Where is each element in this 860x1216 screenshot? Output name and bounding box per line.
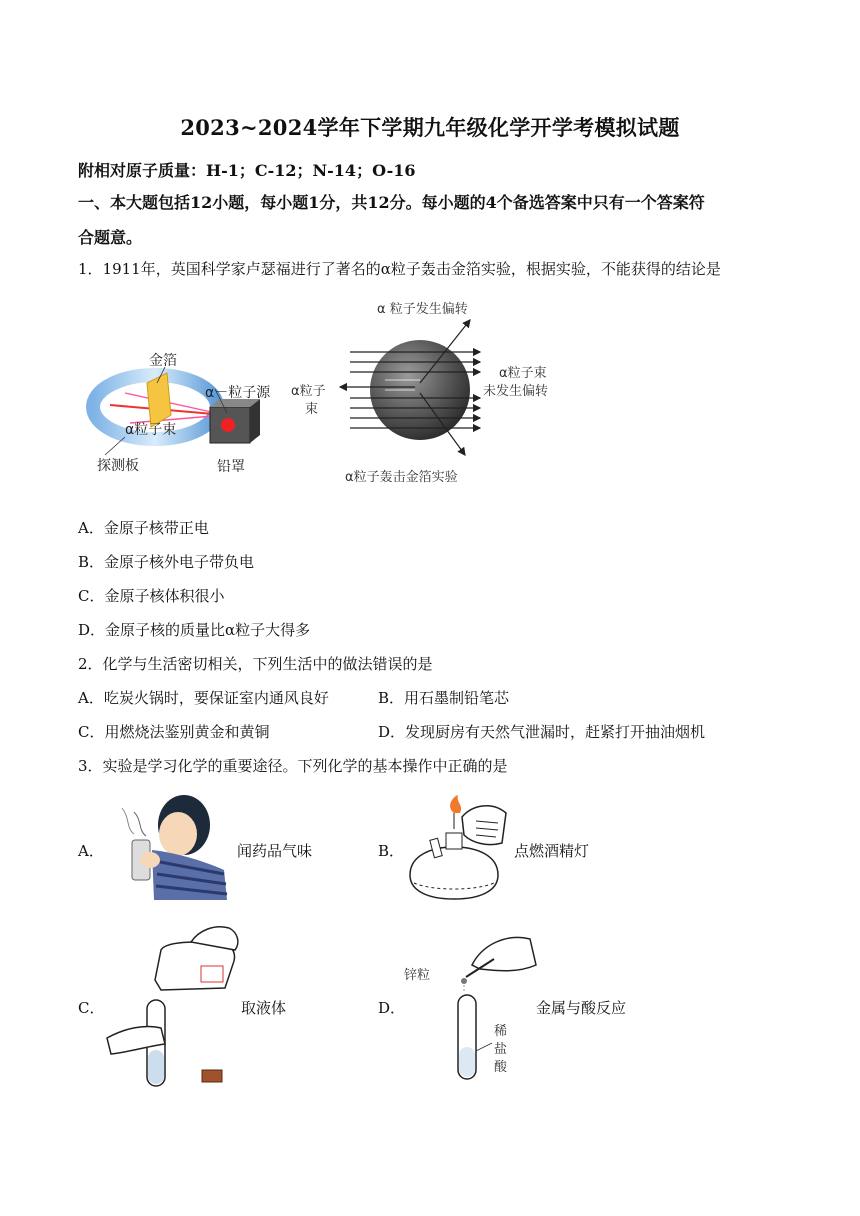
label-detector: 探测板: [97, 458, 139, 474]
stopper: [202, 1070, 222, 1082]
q2-option-c: C．用燃烧法鉴别黄金和黄铜: [78, 723, 270, 741]
section-heading-line1: 一、本大题包括12小题，每小题1分，共12分。每小题的4个备选答案中只有一个答案符: [78, 193, 705, 212]
zinc-granule: [461, 978, 467, 984]
q3-option-a-letter: A．: [78, 842, 104, 860]
q1-option-c: C．金原子核体积很小: [78, 587, 225, 605]
q2-stem: 2．化学与生活密切相关，下列生活中的做法错误的是: [78, 655, 433, 673]
q3-option-c-caption: 取液体: [241, 999, 287, 1017]
label-lead-box: 铅罩: [217, 459, 245, 475]
label-beam-back-2: 束: [305, 402, 319, 417]
page-title: 2023~2024学年下学期九年级化学开学考模拟试题: [180, 115, 680, 140]
q2-option-b: B．用石墨制铅笔芯: [378, 689, 510, 707]
alcohol-lamp-figure: [402, 795, 514, 905]
label-beam-through-2: 未发生偏转: [483, 384, 549, 399]
label-zinc: 锌粒: [404, 968, 431, 983]
label-deflect: α 粒子发生偏转: [377, 302, 468, 317]
label-gold-foil: 金箔: [149, 353, 177, 369]
q3-option-b-caption: 点燃酒精灯: [514, 842, 590, 860]
q1-option-d: D．金原子核的质量比α粒子大得多: [78, 621, 311, 639]
atomic-mass-note: 附相对原子质量：H-1；C-12；N-14；O-16: [78, 161, 416, 180]
flame: [450, 795, 461, 813]
q3-option-d-caption: 金属与酸反应: [536, 999, 627, 1017]
q3-option-c-letter: C．: [78, 999, 105, 1017]
q1-stem: 1．1911年，英国科学家卢瑟福进行了著名的α粒子轰击金箔实验，根据实验，不能获得的结论是: [78, 260, 721, 278]
q3-option-b-letter: B．: [378, 842, 405, 860]
label-alpha-source: α－粒子源: [205, 385, 271, 401]
label-alpha-beam: α粒子束: [125, 422, 177, 438]
label-beam-through-1: α粒子束: [499, 366, 547, 381]
label-acid-1: 稀: [494, 1024, 508, 1039]
q3-stem: 3．实验是学习化学的重要途径。下列化学的基本操作中正确的是: [78, 757, 508, 775]
label-beam-back-1: α粒子: [291, 384, 326, 399]
label-acid-3: 酸: [494, 1060, 508, 1075]
q1-option-a: A．金原子核带正电: [78, 519, 209, 537]
take-liquid-figure: [105, 920, 245, 1092]
label-caption: α粒子轰击金箔实验: [345, 470, 458, 485]
q2-option-d: D．发现厨房有天然气泄漏时，赶紧打开抽油烟机: [378, 723, 706, 741]
q3-option-d-letter: D．: [378, 999, 406, 1017]
metal-acid-figure: [402, 925, 542, 1085]
gold-foil-shape: [147, 373, 171, 427]
rutherford-apparatus-figure: [85, 345, 300, 485]
q2-option-a: A．吃炭火锅时，要保证室内通风良好: [78, 689, 329, 707]
q3-option-a-caption: 闻药品气味: [237, 842, 313, 860]
q1-option-b: B．金原子核外电子带负电: [78, 553, 255, 571]
alpha-scattering-figure: [285, 295, 575, 490]
smell-chemical-figure: [112, 790, 237, 900]
section-heading-line2: 合题意。: [78, 228, 143, 247]
label-acid-2: 盐: [494, 1042, 508, 1057]
